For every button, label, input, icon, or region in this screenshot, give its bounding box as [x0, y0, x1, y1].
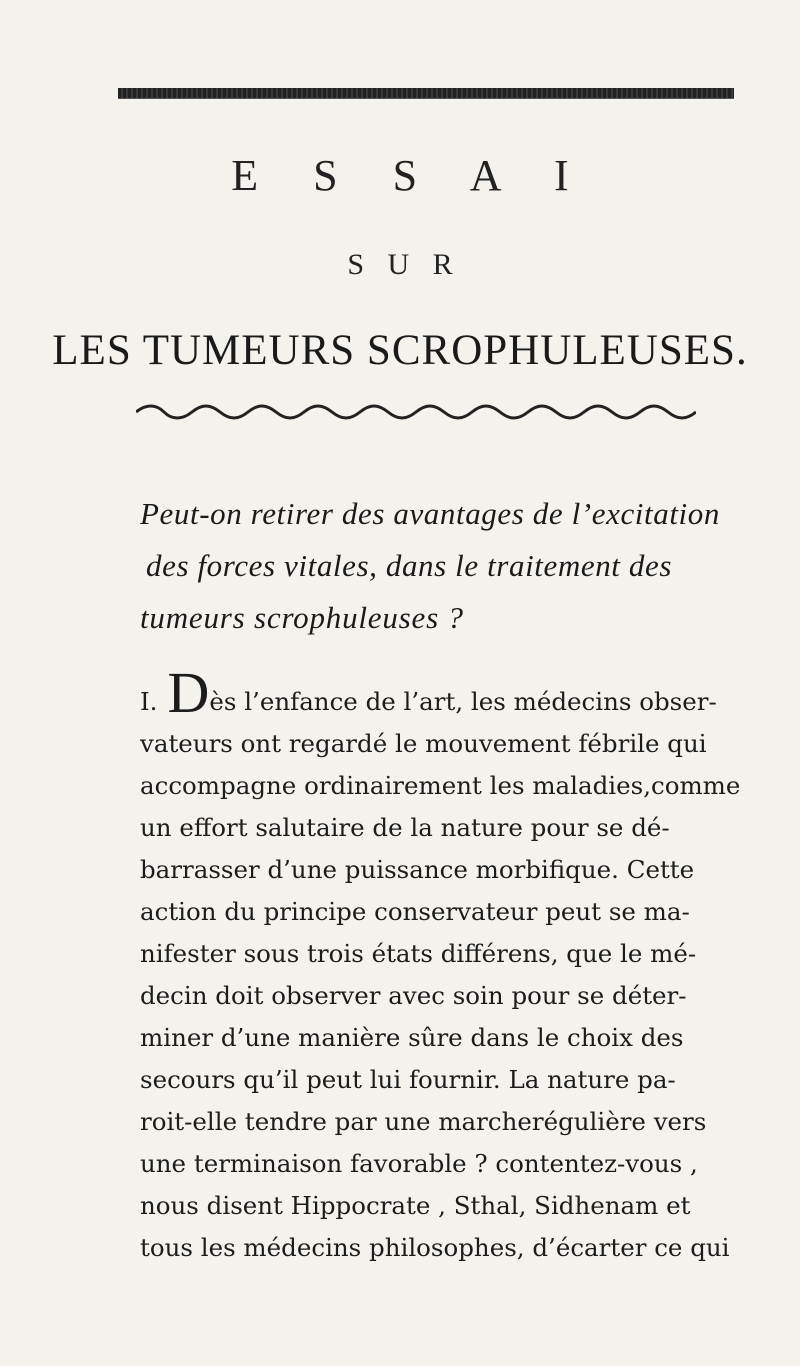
drop-cap: D	[167, 660, 210, 725]
body-line: roit-elle tendre par une marcherégulière vers	[140, 1107, 707, 1136]
question-line: des forces vitales, dans le traitement des	[146, 548, 672, 583]
body-line: un effort salutaire de la nature pour se dé-	[140, 813, 670, 842]
body-line: ès l’enfance de l’art, les médecins obser-	[209, 687, 717, 716]
body-line: action du principe conservateur peut se ma-	[140, 897, 690, 926]
body-line: miner d’une manière sûre dans le choix des	[140, 1023, 684, 1052]
body-line: vateurs ont regardé le mouvement fébrile qui	[140, 729, 707, 758]
section-question	[140, 488, 720, 644]
body-line: nifester sous trois états différens, que le mé-	[140, 939, 697, 968]
title-subject: LES TUMEURS SCROPHULEUSES.	[52, 327, 748, 374]
body-line: barrasser d’une puissance morbifique. Cette	[140, 855, 695, 884]
body-paragraph	[140, 660, 741, 1269]
question-line: tumeurs scrophuleuses ?	[140, 600, 464, 635]
body-line: tous les médecins philosophes, d’écarter ce qui	[140, 1233, 730, 1262]
body-line: accompagne ordinairement les maladies,comme	[140, 771, 741, 800]
title-connector: S U R	[347, 248, 461, 281]
body-line: nous disent Hippocrate , Sthal, Sidhenam et	[140, 1191, 691, 1220]
body-line: decin doit observer avec soin pour se déter-	[140, 981, 687, 1010]
header-rule	[118, 88, 734, 99]
body-first-line	[140, 660, 740, 725]
ornamental-divider	[136, 400, 696, 420]
body-line: secours qu’il peut lui fournir. La nature pa-	[140, 1065, 676, 1094]
paragraph-number: I.	[140, 687, 158, 716]
body-line: une terminaison favorable ? contentez-vous ,	[140, 1149, 698, 1178]
page-title: E S S A I	[231, 151, 591, 200]
question-line: Peut-on retirer des avantages de l’excitation	[140, 496, 720, 531]
